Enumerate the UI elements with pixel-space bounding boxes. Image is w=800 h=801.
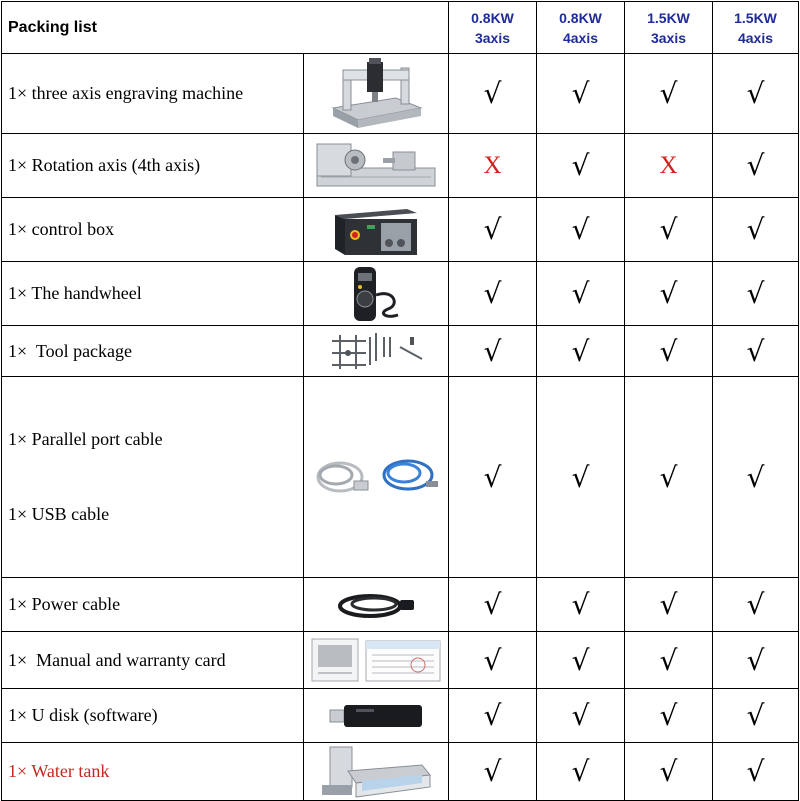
mark-cell: [537, 54, 625, 134]
mark-cell: [537, 743, 625, 801]
mark-cell: [537, 689, 625, 743]
check-icon: √: [571, 277, 590, 310]
check-icon: √: [659, 588, 678, 621]
variant-header-08kw-4axis: [537, 2, 625, 54]
check-icon: √: [746, 213, 765, 246]
item-label: 1× Water tank: [2, 743, 304, 801]
check-icon: √: [483, 699, 502, 732]
check-icon: √: [483, 213, 502, 246]
table-row: [2, 743, 799, 801]
mark-cell: [537, 262, 625, 326]
mark-cell: [625, 54, 713, 134]
check-icon: √: [659, 643, 678, 677]
check-icon: √: [746, 755, 765, 788]
item-label: 1× control box: [2, 198, 304, 262]
handwheel-image: [304, 262, 449, 326]
check-icon: √: [659, 277, 678, 310]
check-icon: √: [571, 699, 590, 732]
mark-cell: [713, 689, 799, 743]
check-icon: √: [746, 334, 765, 368]
item-label: 1× Manual and warranty card: [2, 632, 304, 689]
mark-cell: [537, 134, 625, 198]
variant-power: 0.8KW: [471, 9, 514, 26]
variant-header-08kw-3axis: [449, 2, 537, 54]
cables-image: [304, 377, 449, 578]
mark-cell: [625, 578, 713, 632]
variant-axes: 4axis: [562, 29, 599, 46]
item-label: 1× U disk (software): [2, 689, 304, 743]
item-label: 1× three axis engraving machine: [2, 54, 304, 134]
check-icon: √: [659, 755, 678, 788]
item-label: 1× Power cable: [2, 578, 304, 632]
variant-header-15kw-3axis: [625, 2, 713, 54]
table-row: [2, 377, 799, 578]
check-icon: √: [746, 588, 765, 621]
mark-cell: [449, 54, 537, 134]
mark-cell: [537, 377, 625, 578]
table-row: [2, 134, 799, 198]
usb-disk-image: [304, 689, 449, 743]
check-icon: √: [571, 643, 590, 677]
table-row: [2, 326, 799, 377]
variant-power: 1.5KW: [647, 9, 690, 26]
control-box-image: [304, 198, 449, 262]
check-icon: √: [571, 755, 590, 788]
table-row: [2, 632, 799, 689]
mark-cell: [625, 198, 713, 262]
check-icon: √: [746, 277, 765, 310]
variant-axes: 3axis: [650, 29, 687, 46]
mark-cell: [449, 262, 537, 326]
item-label: 1× Parallel port cable 1× USB cable: [2, 377, 304, 578]
check-icon: √: [571, 588, 590, 621]
mark-cell: [449, 743, 537, 801]
check-icon: √: [483, 77, 502, 110]
mark-cell: [449, 134, 537, 198]
check-icon: √: [571, 77, 590, 110]
packing-list-title: Packing list: [2, 2, 449, 54]
check-icon: √: [746, 699, 765, 732]
check-icon: √: [483, 755, 502, 788]
item-label: 1× Rotation axis (4th axis): [2, 134, 304, 198]
engraving-machine-image: [304, 54, 449, 134]
table-row: [2, 198, 799, 262]
mark-cell: [625, 377, 713, 578]
manual-card-image: [304, 632, 449, 689]
check-icon: √: [659, 77, 678, 110]
mark-cell: [449, 689, 537, 743]
table-row: [2, 262, 799, 326]
mark-cell: [713, 54, 799, 134]
check-icon: √: [483, 277, 502, 310]
mark-cell: [537, 326, 625, 377]
mark-cell: [625, 743, 713, 801]
cross-icon: X: [483, 151, 502, 179]
mark-cell: [625, 134, 713, 198]
cross-icon: X: [659, 151, 678, 179]
check-icon: √: [483, 588, 502, 621]
table-row: [2, 689, 799, 743]
mark-cell: [625, 262, 713, 326]
check-icon: √: [746, 460, 765, 494]
check-icon: √: [746, 77, 765, 110]
check-icon: √: [659, 460, 678, 494]
check-icon: √: [571, 213, 590, 246]
check-icon: √: [659, 213, 678, 246]
mark-cell: [449, 198, 537, 262]
mark-cell: [537, 578, 625, 632]
mark-cell: [625, 689, 713, 743]
mark-cell: [713, 326, 799, 377]
water-tank-image: [304, 743, 449, 801]
header-row: [2, 2, 799, 54]
mark-cell: [449, 632, 537, 689]
check-icon: √: [571, 460, 590, 494]
variant-axes: 4axis: [737, 29, 774, 46]
mark-cell: [713, 198, 799, 262]
mark-cell: [537, 198, 625, 262]
check-icon: √: [746, 643, 765, 677]
check-icon: √: [746, 149, 765, 182]
item-label: 1× Tool package: [2, 326, 304, 377]
mark-cell: [449, 326, 537, 377]
table-row: [2, 578, 799, 632]
variant-power: 0.8KW: [559, 9, 602, 26]
mark-cell: [713, 377, 799, 578]
check-icon: √: [483, 334, 502, 368]
variant-power: 1.5KW: [734, 9, 777, 26]
mark-cell: [713, 743, 799, 801]
table-row: [2, 54, 799, 134]
mark-cell: [713, 578, 799, 632]
mark-cell: [713, 262, 799, 326]
packing-list-table: [1, 1, 799, 801]
variant-header-15kw-4axis: [713, 2, 799, 54]
check-icon: √: [571, 149, 590, 182]
mark-cell: [713, 134, 799, 198]
variant-axes: 3axis: [474, 29, 511, 46]
rotation-axis-image: [304, 134, 449, 198]
mark-cell: [449, 377, 537, 578]
mark-cell: [713, 632, 799, 689]
check-icon: √: [483, 460, 502, 494]
mark-cell: [625, 326, 713, 377]
mark-cell: [537, 632, 625, 689]
check-icon: √: [659, 334, 678, 368]
mark-cell: [449, 578, 537, 632]
mark-cell: [625, 632, 713, 689]
item-label: 1× The handwheel: [2, 262, 304, 326]
tool-package-image: [304, 326, 449, 377]
check-icon: √: [571, 334, 590, 368]
power-cable-image: [304, 578, 449, 632]
check-icon: √: [659, 699, 678, 732]
check-icon: √: [483, 643, 502, 677]
